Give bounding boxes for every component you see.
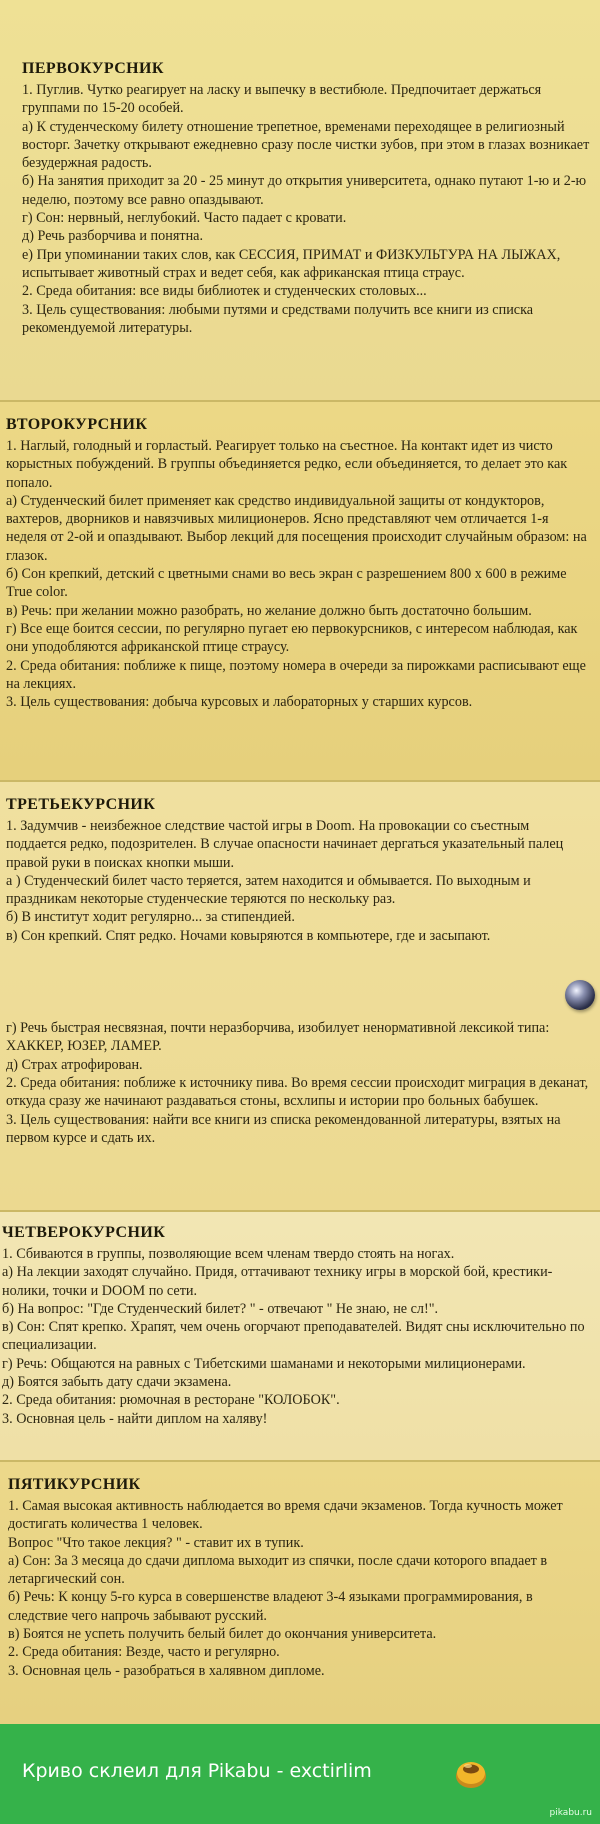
text-line: в) Боятся не успеть получить белый билет до окончания университета. xyxy=(8,1626,437,1643)
text-line: а ) Студенческий билет часто теряется, затем находится и обмывается. По выходным и праздникам некоторые студенческие теряются по нескольку раз. xyxy=(6,872,531,908)
text-line: 1. Сбиваются в группы, позволяющие всем членам твердо стоять на ногах. xyxy=(2,1246,455,1262)
text-line: 1. Задумчив - неизбежное следствие частой игры в Doom. На провокации со съестным поддается редко, подозрителен. В случае опасности начинает дергаться указательный палец правой руки в поисках кнопки мыши. xyxy=(6,818,564,871)
text-line: в) Речь: при желании можно разобрать, но желание должно быть достаточно большим. xyxy=(6,602,532,619)
text-line: е) При упоминании таких слов, как СЕССИЯ, ПРИМАТ и ФИЗКУЛЬТУРА НА ЛЫЖАХ, испытывает животный страх и ведет себя, как африканская птица страус. xyxy=(22,246,561,281)
pikabu-peanut-icon[interactable] xyxy=(452,1754,490,1792)
text-line: 3. Цель существования: добыча курсовых и лабораторных у старших курсов. xyxy=(6,694,473,711)
section-third-year xyxy=(0,780,600,1210)
text-line: а) К студенческому билету отношение трепетное, временами переходящее в религиозный восторг. Зачетку открывают ежедневно сразу после чистки зубов, при этом в глазах возникает безудержная радость. xyxy=(22,118,590,172)
text-line: 1. Наглый, голодный и горластый. Реагирует только на съестное. На контакт идет из чисто корыстных побуждений. В группы объединяется редко, если объединяется, то делает это как попало. xyxy=(6,438,568,491)
text-line: 1. Пуглив. Чутко реагирует на ласку и выпечку в вестибюле. Предпочитает держаться группами по 15-20 особей. xyxy=(22,82,542,117)
text-line: 3. Основная цель - разобраться в халявном дипломе. xyxy=(8,1662,325,1679)
section-title: ПЕРВОКУРСНИК xyxy=(22,60,164,77)
footer-caption: Криво склеил для Pikabu - exctirlim xyxy=(22,1760,372,1782)
text-line: 2. Среда обитания: рюмочная в ресторане "КОЛОБОК". xyxy=(2,1392,340,1409)
text-line: г) Речь: Общаются на равных с Тибетскими шаманами и некоторыми милиционерами. xyxy=(2,1355,526,1372)
text-line: 2. Среда обитания: поближе к источнику пива. Во время сессии происходит миграция в деканат, откуда сразу же начинают раздаваться стоны, всхлипы и истории про больных бабушек. xyxy=(6,1074,589,1110)
section-title: ВТОРОКУРСНИК xyxy=(6,416,148,433)
text-line: 2. Среда обитания: поближе к пище, поэтому номера в очереди за пирожками расписывают еще на лекциях. xyxy=(6,657,586,692)
text-line: 1. Самая высокая активность наблюдается во время сдачи экзаменов. Тогда кучность может достигать количества 1 человек. xyxy=(8,1498,563,1533)
text-line: в) Сон: Спят крепко. Храпят, чем очень огорчают преподавателей. Видят сны исключительно по специализации. xyxy=(2,1319,585,1354)
text-line: б) На вопрос: "Где Студенческий билет? " - отвечают " Не знаю, не сл!". xyxy=(2,1300,439,1317)
text-line: б) Речь: К концу 5-го курса в совершенстве владеют 3-4 языками программирования, в следствие чего напрочь забывают русский. xyxy=(8,1589,533,1624)
section-title: ЧЕТВЕРОКУРСНИК xyxy=(2,1224,166,1241)
text-line: а) Студенческий билет применяет как средство индивидуальной защиты от кондукторов, вахтеров, дворников и навязчивых милиционеров. Ясно представляют чем отличается 1-я неделя от 2-ой и опаздывают. Выбор лекций для посещения происходит случайным образом: на глазок. xyxy=(6,492,587,564)
text-line: г) Речь быстрая несвязная, почти неразборчива, изобилует ненормативной лексикой типа: ХАККЕР, ЮЗЕР, ЛАМЕР. xyxy=(6,1020,550,1055)
section-first-year xyxy=(0,0,600,400)
text-line: в) Сон крепкий. Спят редко. Ночами ковыряются в компьютере, где и засыпают. xyxy=(6,927,491,944)
section-fifth-year xyxy=(0,1460,600,1724)
text-line: 3. Цель существования: любыми путями и средствами получить все книги из списка рекомендуемой литературы. xyxy=(22,301,534,336)
section-second-year xyxy=(0,400,600,780)
section-fourth-year xyxy=(0,1210,600,1460)
text-line: 3. Цель существования: найти все книги из списка рекомендованной литературы, взятых на первом курсе и сдать их. xyxy=(6,1111,561,1146)
paper-gap xyxy=(6,945,592,1019)
text-line: Вопрос "Что такое лекция? " - ставит их в тупик. xyxy=(8,1534,304,1551)
text-line: г) Все еще боится сессии, по регулярно пугает ею первокурсников, с интересом наблюдая, как они уподобляются африканской птице страусу. xyxy=(6,620,578,656)
section-title: ТРЕТЬЕКУРСНИК xyxy=(6,796,156,813)
section-title: ПЯТИКУРСНИК xyxy=(8,1476,141,1493)
text-line: б) На занятия приходит за 20 - 25 минут до открытия университета, однако путают 1-ю и 2-ю неделю, поэтому все равно опаздывают. xyxy=(22,173,587,208)
text-line: 2. Среда обитания: все виды библиотек и студенческих столовых... xyxy=(22,283,427,300)
text-line: а) Сон: За 3 месяца до сдачи диплома выходит из спячки, после сдачи которого впадает в летаргический сон. xyxy=(8,1552,548,1588)
text-line: б) Сон крепкий, детский с цветными снами во весь экран с разрешением 800 х 600 в режиме True color. xyxy=(6,566,567,601)
text-line: а) На лекции заходят случайно. Придя, оттачивают технику игры в морской бой, крестики-нолики, точки и DOOM по сети. xyxy=(2,1264,553,1299)
text-line: г) Сон: нервный, неглубокий. Часто падает с кровати. xyxy=(22,210,347,227)
text-line: д) Боятся забыть дату сдачи экзамена. xyxy=(2,1374,232,1391)
footer-banner xyxy=(0,1724,600,1824)
pushpin-icon xyxy=(565,980,595,1010)
text-line: д) Речь разборчива и понятна. xyxy=(22,228,204,245)
text-line: 3. Основная цель - найти диплом на халяву! xyxy=(2,1410,268,1427)
watermark: pikabu.ru xyxy=(549,1808,592,1818)
text-line: б) В институт ходит регулярно... за стипендией. xyxy=(6,909,295,926)
text-line: д) Страх атрофирован. xyxy=(6,1056,143,1073)
text-line: 2. Среда обитания: Везде, часто и регулярно. xyxy=(8,1644,280,1661)
